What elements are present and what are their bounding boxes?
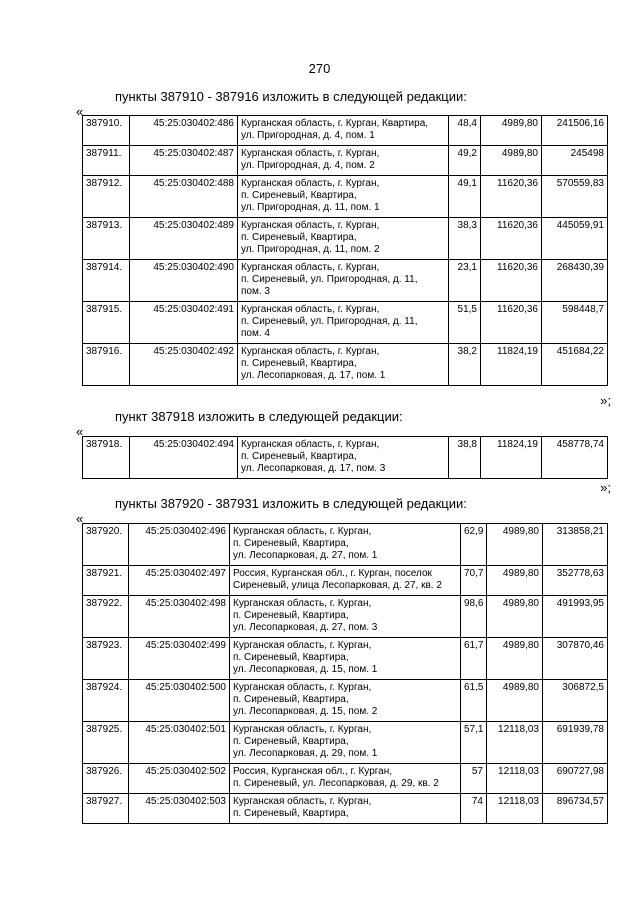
cadastral-number: 45:25:030402:499 [129,638,230,680]
table-row [83,344,608,386]
unit-price: 11620,36 [481,218,542,260]
table-row [83,260,608,302]
table-row [83,680,608,722]
area: 62,9 [461,524,487,566]
item-number: 387912. [83,176,130,218]
cadastral-number: 45:25:030402:496 [129,524,230,566]
cadastral-value: 598448,7 [542,302,608,344]
address: Курганская область, г. Курган, п. Сиреневый, Квартира, ул. Лесопарковая, д. 15, пом. 2 [230,680,461,722]
area: 57,1 [461,722,487,764]
area: 23,1 [449,260,481,302]
item-number: 387914. [83,260,130,302]
area: 74 [461,794,487,824]
open-quote: « [76,424,84,439]
section-intro: пункт 387918 изложить в следующей редакции: [115,409,403,424]
cadastral-value: 690727,98 [543,764,608,794]
cadastral-number: 45:25:030402:492 [130,344,238,386]
cadastral-number: 45:25:030402:490 [130,260,238,302]
section-intro: пункты 387920 - 387931 изложить в следующей редакции: [115,496,467,511]
unit-price: 4989,80 [487,596,543,638]
cadastral-value: 691939,78 [543,722,608,764]
unit-price: 12118,03 [487,722,543,764]
area: 38,2 [449,344,481,386]
cadastral-number: 45:25:030402:502 [129,764,230,794]
area: 38,3 [449,218,481,260]
cadastral-number: 45:25:030402:501 [129,722,230,764]
cadastral-value: 306872,5 [543,680,608,722]
items-table [82,523,608,824]
unit-price: 4989,80 [487,524,543,566]
item-number: 387915. [83,302,130,344]
item-number: 387925. [83,722,129,764]
unit-price: 11620,36 [481,302,542,344]
cadastral-value: 307870,46 [543,638,608,680]
area: 98,6 [461,596,487,638]
close-quote: »; [600,480,611,495]
address: Курганская область, г. Курган, Квартира, ул. Пригородная, д. 4, пом. 1 [238,116,449,146]
unit-price: 4989,80 [487,566,543,596]
open-quote: « [76,104,84,119]
cadastral-number: 45:25:030402:494 [130,437,238,479]
cadastral-number: 45:25:030402:497 [129,566,230,596]
item-number: 387910. [83,116,130,146]
cadastral-value: 491993,95 [543,596,608,638]
table-row [83,596,608,638]
unit-price: 11620,36 [481,176,542,218]
unit-price: 4989,80 [481,146,542,176]
address: Россия, Курганская обл., г. Курган, п. Сиреневый, ул. Лесопарковая, д. 29, кв. 2 [230,764,461,794]
cadastral-value: 241506,16 [542,116,608,146]
table-row [83,638,608,680]
address: Курганская область, г. Курган, п. Сиреневый, Квартира, ул. Лесопарковая, д. 29, пом. 1 [230,722,461,764]
section-intro: пункты 387910 - 387916 изложить в следующей редакции: [115,89,467,104]
open-quote: « [76,511,84,526]
item-number: 387924. [83,680,129,722]
address: Курганская область, г. Курган, п. Сиреневый, Квартира, ул. Лесопарковая, д. 27, пом. 3 [230,596,461,638]
items-table [82,115,608,386]
unit-price: 11824,19 [481,344,542,386]
cadastral-value: 458778,74 [542,437,608,479]
area: 49,2 [449,146,481,176]
table-row [83,566,608,596]
address: Курганская область, г. Курган, п. Сиреневый, Квартира, ул. Лесопарковая, д. 27, пом. 1 [230,524,461,566]
cadastral-number: 45:25:030402:503 [129,794,230,824]
address: Курганская область, г. Курган, п. Сиреневый, Квартира, ул. Лесопарковая, д. 17, пом. 1 [238,344,449,386]
table-row [83,146,608,176]
item-number: 387916. [83,344,130,386]
item-number: 387927. [83,794,129,824]
address: Курганская область, г. Курган, п. Сиреневый, ул. Пригородная, д. 11, пом. 3 [238,260,449,302]
table-row [83,116,608,146]
item-number: 387923. [83,638,129,680]
area: 51,5 [449,302,481,344]
unit-price: 12118,03 [487,794,543,824]
address: Россия, Курганская обл., г. Курган, поселок Сиреневый, улица Лесопарковая, д. 27, кв. 2 [230,566,461,596]
close-quote: »; [600,393,611,408]
table-row [83,437,608,479]
item-number: 387921. [83,566,129,596]
table-row [83,764,608,794]
address: Курганская область, г. Курган, ул. Пригородная, д. 4, пом. 2 [238,146,449,176]
item-number: 387911. [83,146,130,176]
cadastral-value: 570559,83 [542,176,608,218]
unit-price: 4989,80 [487,680,543,722]
cadastral-number: 45:25:030402:491 [130,302,238,344]
table-row [83,176,608,218]
area: 70,7 [461,566,487,596]
table-row [83,722,608,764]
cadastral-value: 352778,63 [543,566,608,596]
address: Курганская область, г. Курган, п. Сиреневый, Квартира, ул. Пригородная, д. 11, пом. 1 [238,176,449,218]
unit-price: 4989,80 [481,116,542,146]
cadastral-value: 268430,39 [542,260,608,302]
address: Курганская область, г. Курган, п. Сиреневый, Квартира, [230,794,461,824]
area: 57 [461,764,487,794]
cadastral-number: 45:25:030402:498 [129,596,230,638]
cadastral-value: 445059,91 [542,218,608,260]
table-row [83,794,608,824]
item-number: 387920. [83,524,129,566]
item-number: 387922. [83,596,129,638]
unit-price: 11620,36 [481,260,542,302]
area: 61,7 [461,638,487,680]
area: 49,1 [449,176,481,218]
area: 61,5 [461,680,487,722]
cadastral-value: 245498 [542,146,608,176]
item-number: 387918. [83,437,130,479]
address: Курганская область, г. Курган, п. Сиреневый, Квартира, ул. Пригородная, д. 11, пом. 2 [238,218,449,260]
unit-price: 4989,80 [487,638,543,680]
page-number: 270 [308,61,331,76]
table-row [83,302,608,344]
address: Курганская область, г. Курган, п. Сиреневый, Квартира, ул. Лесопарковая, д. 15, пом. 1 [230,638,461,680]
address: Курганская область, г. Курган, п. Сиреневый, ул. Пригородная, д. 11, пом. 4 [238,302,449,344]
cadastral-number: 45:25:030402:486 [130,116,238,146]
cadastral-value: 313858,21 [543,524,608,566]
table-row [83,524,608,566]
cadastral-value: 896734,57 [543,794,608,824]
table-row [83,218,608,260]
cadastral-number: 45:25:030402:489 [130,218,238,260]
cadastral-number: 45:25:030402:487 [130,146,238,176]
item-number: 387926. [83,764,129,794]
address: Курганская область, г. Курган, п. Сиреневый, Квартира, ул. Лесопарковая, д. 17, пом. 3 [238,437,449,479]
area: 38,8 [449,437,481,479]
cadastral-number: 45:25:030402:500 [129,680,230,722]
cadastral-value: 451684,22 [542,344,608,386]
unit-price: 11824,19 [481,437,542,479]
area: 48,4 [449,116,481,146]
items-table [82,436,608,479]
unit-price: 12118,03 [487,764,543,794]
cadastral-number: 45:25:030402:488 [130,176,238,218]
item-number: 387913. [83,218,130,260]
